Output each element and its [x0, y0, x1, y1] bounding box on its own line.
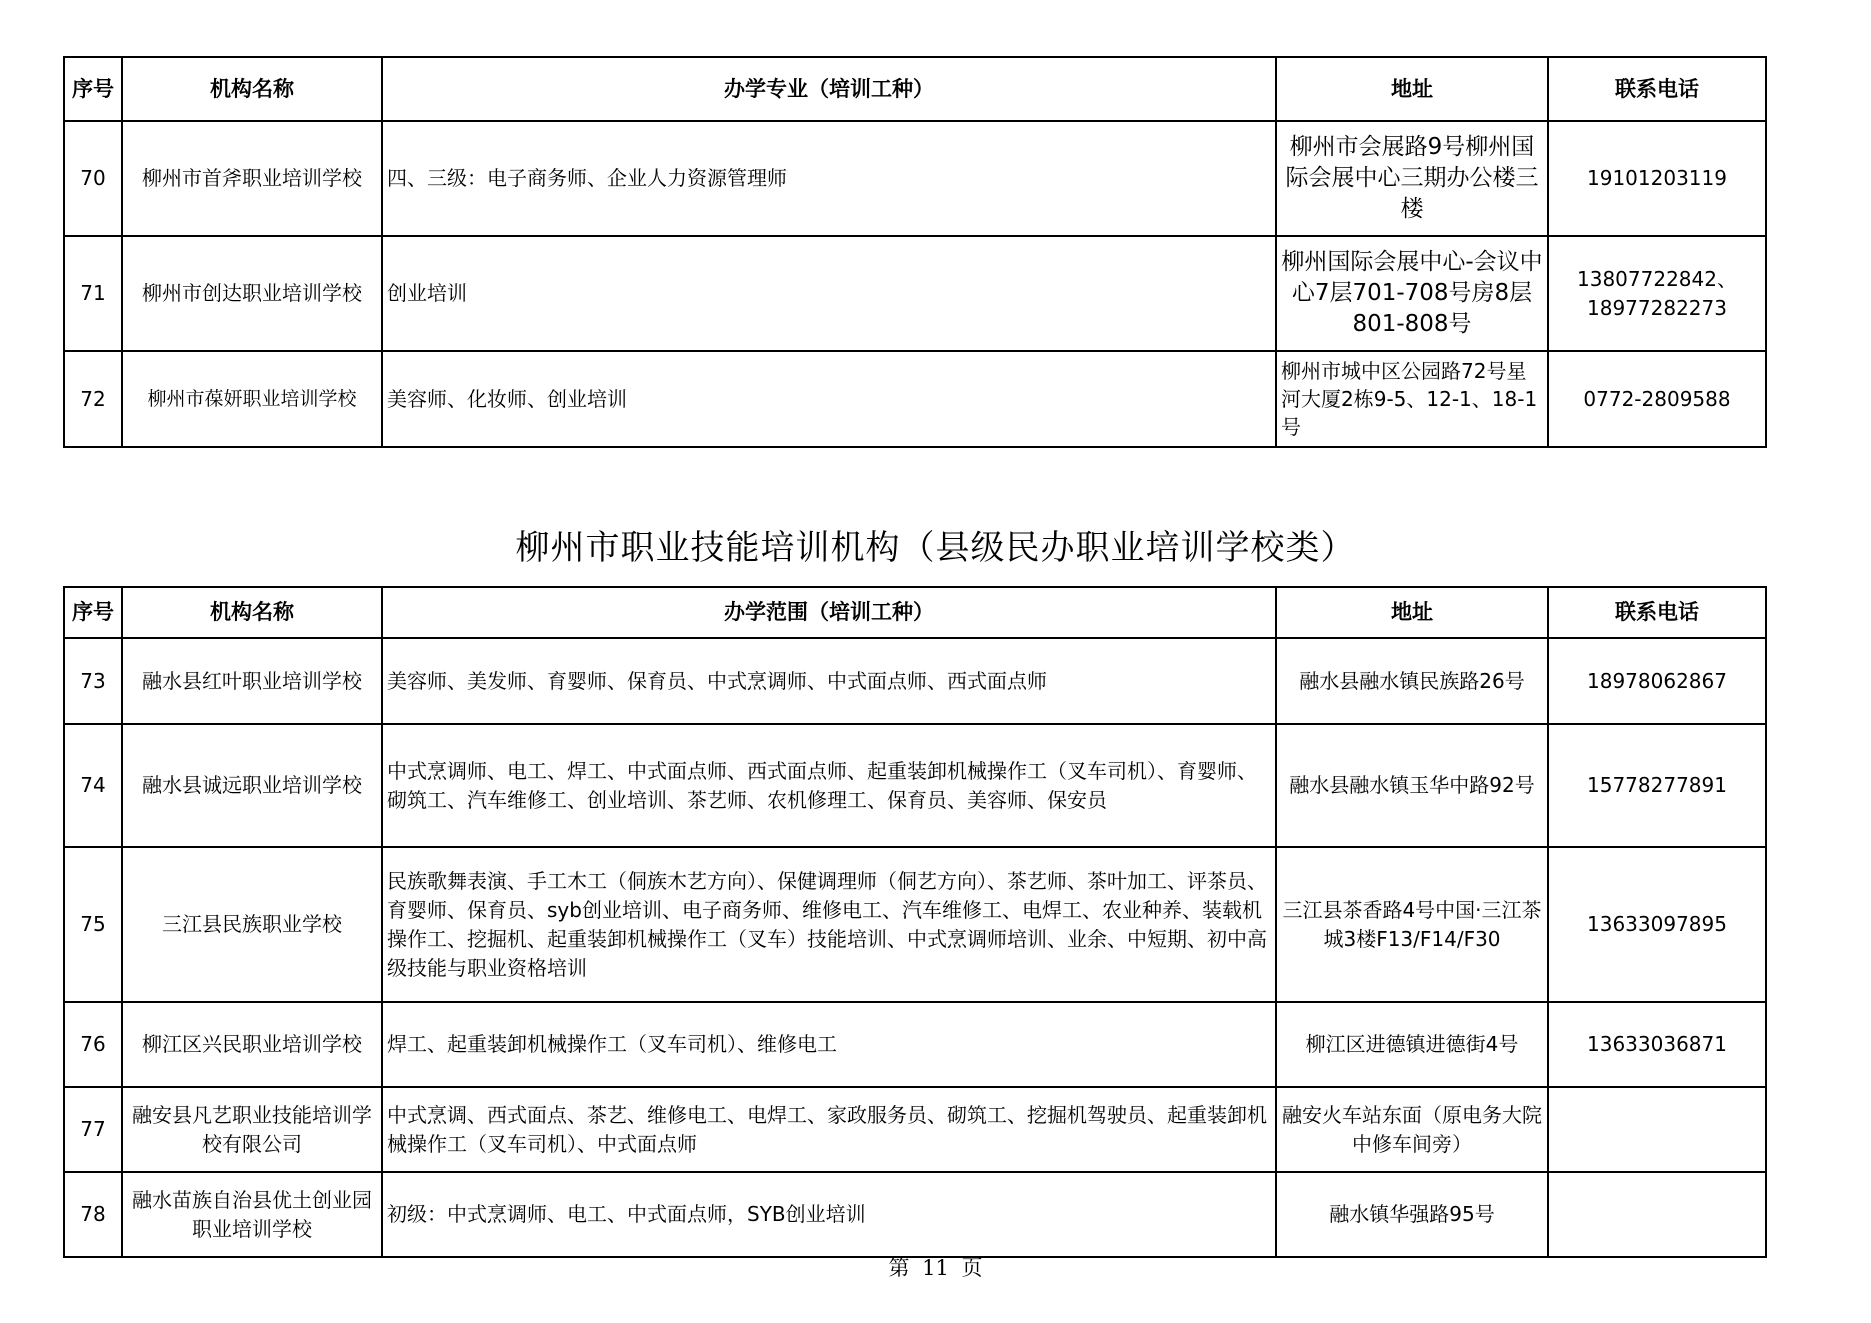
row-phone: 13633036871: [1548, 1002, 1766, 1087]
row-seq: 73: [64, 638, 122, 724]
row-seq: 76: [64, 1002, 122, 1087]
row-name: 融水苗族自治县优土创业园职业培训学校: [122, 1172, 382, 1257]
row-address: 柳州国际会展中心-会议中心7层701-708号房8层801-808号: [1276, 236, 1548, 351]
row-phone: 18978062867: [1548, 638, 1766, 724]
table-row: [64, 1002, 1766, 1087]
table-row: [64, 847, 1766, 1002]
institution-table-2: [63, 586, 1767, 1258]
section-title: 柳州市职业技能培训机构（县级民办职业培训学校类）: [515, 528, 1356, 568]
row-address: 柳州市会展路9号柳州国际会展中心三期办公楼三楼: [1276, 121, 1548, 236]
row-name: 柳州市首斧职业培训学校: [122, 121, 382, 236]
footer-suffix: 页: [961, 1256, 983, 1280]
row-major: 创业培训: [382, 236, 1276, 351]
row-scope: 中式烹调师、电工、焊工、中式面点师、西式面点师、起重装卸机械操作工（叉车司机）、育婴师、砌筑工、汽车维修工、创业培训、茶艺师、农机修理工、保育员、美容师、保安员: [382, 724, 1276, 847]
row-name: 柳州市葆妍职业培训学校: [122, 351, 382, 447]
row-major: 四、三级：电子商务师、企业人力资源管理师: [382, 121, 1276, 236]
footer-prefix: 第: [888, 1256, 910, 1280]
header-address: 地址: [1276, 587, 1548, 638]
table-row: [64, 1172, 1766, 1257]
row-phone: 13633097895: [1548, 847, 1766, 1002]
row-address: 柳江区进德镇进德街4号: [1276, 1002, 1548, 1087]
row-name: 融安县凡艺职业技能培训学校有限公司: [122, 1087, 382, 1172]
row-name: 融水县诚远职业培训学校: [122, 724, 382, 847]
table-row: [64, 236, 1766, 351]
table-header-row: [64, 57, 1766, 121]
row-phone: 15778277891: [1548, 724, 1766, 847]
header-name: 机构名称: [122, 587, 382, 638]
row-major: 美容师、化妆师、创业培训: [382, 351, 1276, 447]
row-phone: [1548, 1087, 1766, 1172]
row-address: 柳州市城中区公园路72号星河大厦2栋9-5、12-1、18-1号: [1276, 351, 1548, 447]
header-address: 地址: [1276, 57, 1548, 121]
table-row: [64, 638, 1766, 724]
row-address: 融水县融水镇玉华中路92号: [1276, 724, 1548, 847]
row-name: 融水县红叶职业培训学校: [122, 638, 382, 724]
row-address: 融水镇华强路95号: [1276, 1172, 1548, 1257]
row-seq: 70: [64, 121, 122, 236]
page-number: 11: [922, 1256, 949, 1280]
header-scope: 办学范围（培训工种）: [382, 587, 1276, 638]
row-scope: 中式烹调、西式面点、茶艺、维修电工、电焊工、家政服务员、砌筑工、挖掘机驾驶员、起重装卸机械操作工（叉车司机）、中式面点师: [382, 1087, 1276, 1172]
row-phone: 0772-2809588: [1548, 351, 1766, 447]
row-phone: 13807722842、18977282273: [1548, 236, 1766, 351]
table-header-row: [64, 587, 1766, 638]
institution-table-1: [63, 56, 1767, 448]
row-scope: 焊工、起重装卸机械操作工（叉车司机）、维修电工: [382, 1002, 1276, 1087]
header-phone: 联系电话: [1548, 587, 1766, 638]
row-name: 柳江区兴民职业培训学校: [122, 1002, 382, 1087]
table-row: [64, 351, 1766, 447]
row-address: 三江县茶香路4号中国·三江茶城3楼F13/F14/F30: [1276, 847, 1548, 1002]
row-seq: 78: [64, 1172, 122, 1257]
row-name: 三江县民族职业学校: [122, 847, 382, 1002]
row-phone: 19101203119: [1548, 121, 1766, 236]
header-name: 机构名称: [122, 57, 382, 121]
row-seq: 71: [64, 236, 122, 351]
header-seq: 序号: [64, 57, 122, 121]
table-row: [64, 1087, 1766, 1172]
header-seq: 序号: [64, 587, 122, 638]
row-name: 柳州市创达职业培训学校: [122, 236, 382, 351]
header-phone: 联系电话: [1548, 57, 1766, 121]
row-seq: 74: [64, 724, 122, 847]
row-phone: [1548, 1172, 1766, 1257]
row-seq: 75: [64, 847, 122, 1002]
page-footer: [0, 1252, 1871, 1282]
row-scope: 初级：中式烹调师、电工、中式面点师，SYB创业培训: [382, 1172, 1276, 1257]
header-major: 办学专业（培训工种）: [382, 57, 1276, 121]
row-address: 融安火车站东面（原电务大院中修车间旁）: [1276, 1087, 1548, 1172]
row-scope: 民族歌舞表演、手工木工（侗族木艺方向）、保健调理师（侗艺方向）、茶艺师、茶叶加工、评茶员、育婴师、保育员、syb创业培训、电子商务师、维修电工、汽车维修工、电焊工、农业种养、装载机操作工、挖掘机、起重装卸机械操作工（叉车）技能培训、中式烹调师培训、业余、中短期、初中高级技能与职业资格培训: [382, 847, 1276, 1002]
table-row: [64, 724, 1766, 847]
row-address: 融水县融水镇民族路26号: [1276, 638, 1548, 724]
row-seq: 77: [64, 1087, 122, 1172]
row-scope: 美容师、美发师、育婴师、保育员、中式烹调师、中式面点师、西式面点师: [382, 638, 1276, 724]
table-row: [64, 121, 1766, 236]
row-seq: 72: [64, 351, 122, 447]
